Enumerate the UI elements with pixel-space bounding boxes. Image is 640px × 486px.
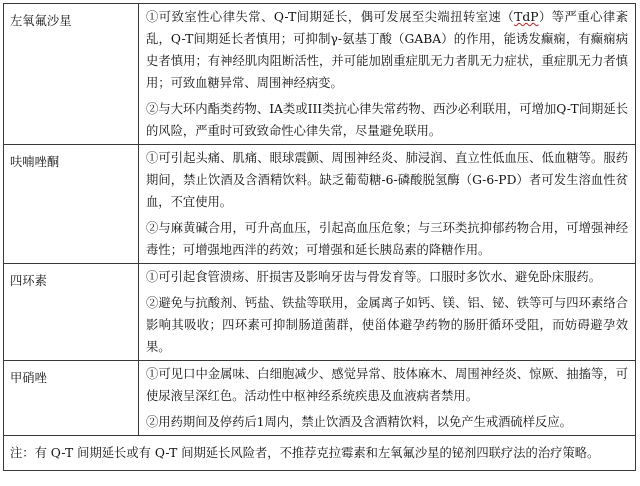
note-paragraph: ①可致室性心律失常、Q-T间期延长，偶可发展至尖端扭转室速（TdP）等严重心律紊乱，Q-T间期延长者慎用；可抑制γ-氨基丁酸（GABA）的作用，能诱发癫痫，有癫痫病史者慎用；有神经肌肉阻断活性，并可能加剧重症肌无力者肌无力症状，重症肌无力者慎用；可致血糖异常、周围神经病变。	[146, 10, 628, 90]
table-footnote-row	[4, 436, 636, 471]
drug-name: 呋喃唑酮	[4, 145, 139, 264]
table-row	[4, 361, 636, 436]
drug-name: 四环素	[4, 264, 139, 361]
note-paragraph: ②与麻黄碱合用，可升高血压，引起高血压危象；与三环类抗抑郁药物合用，可增强神经毒性；可增强地西泮的药效；可增强和延长胰岛素的降糖作用。	[146, 221, 628, 257]
drug-notes	[139, 145, 636, 264]
note-paragraph: ②与大环内酯类药物、IA类或III类抗心律失常药物、西沙必利联用，可增加Q-T间期延长的风险，严重时可致致命性心律失常，尽量避免联用。	[146, 102, 628, 138]
drug-adverse-reaction-table	[3, 3, 636, 471]
table-row	[4, 4, 636, 145]
drug-name: 左氧氟沙星	[4, 4, 139, 145]
note-paragraph: ①可引起食管溃疡、肝损害及影响牙齿与骨发育等。口服时多饮水、避免卧床服药。	[146, 270, 601, 284]
drug-notes	[139, 264, 636, 361]
note-paragraph: ①可引起头痛、肌痛、眼球震颤、周围神经炎、肺浸润、直立性低血压、低血糖等。服药期间，禁止饮酒及含酒精饮料。缺乏葡萄糖-6-磷酸脱氢酶（G-6-PD）者可发生溶血性贫血，不宜使用。	[146, 151, 628, 209]
drug-notes	[139, 4, 636, 145]
table-footnote: 注：有 Q-T 间期延长或有 Q-T 间期延长风险者，不推荐克拉霉素和左氧氟沙星的铋剂四联疗法的治疗策略。	[4, 436, 636, 471]
drug-notes	[139, 361, 636, 436]
note-paragraph: ①可见口中金属味、白细胞减少、感觉异常、肢体麻木、周围神经炎、惊厥、抽搐等，可使尿液呈深红色。活动性中枢神经系统疾患及血液病者禁用。	[146, 367, 628, 403]
spellcheck-underline: TdP	[514, 10, 539, 24]
table-row	[4, 145, 636, 264]
table-row	[4, 264, 636, 361]
note-paragraph: ②避免与抗酸剂、钙盐、铁盐等联用，金属离子如钙、镁、铝、铋、铁等可与四环素络合影响其吸收；四环素可抑制肠道菌群，使甾体避孕药物的肠肝循环受阻，而妨碍避孕效果。	[146, 296, 628, 354]
note-paragraph: ②用药期间及停药后1周内，禁止饮酒及含酒精饮料，以免产生戒酒硫样反应。	[146, 415, 572, 429]
drug-name: 甲硝唑	[4, 361, 139, 436]
